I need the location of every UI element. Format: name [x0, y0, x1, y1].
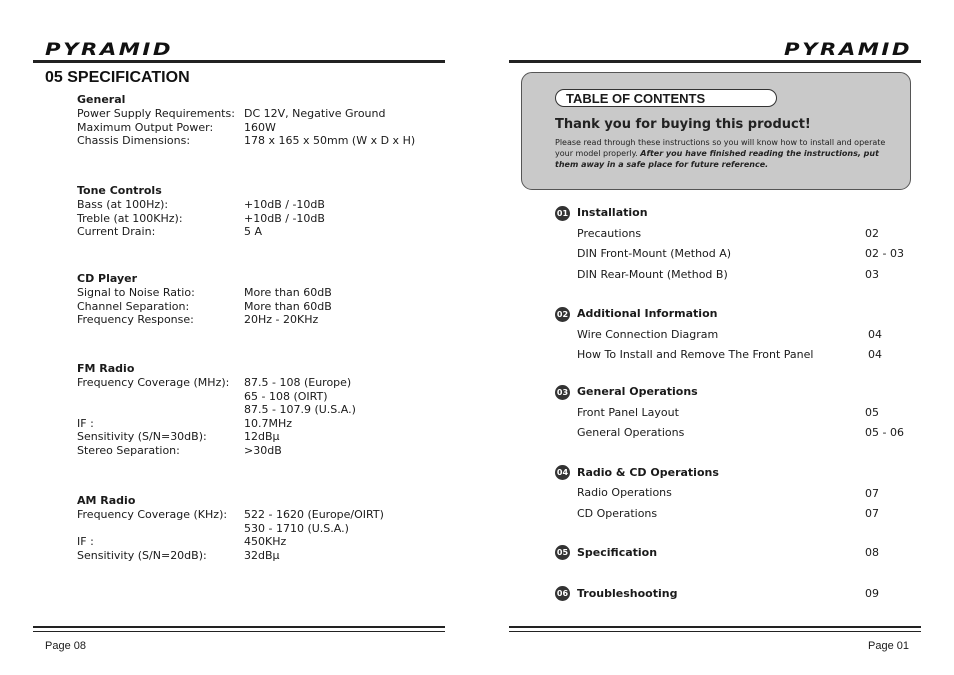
spec-group-tone-controls [77, 184, 325, 239]
toc-section-title[interactable]: Troubleshooting [577, 587, 678, 600]
spec-row [77, 107, 415, 121]
toc-section-title[interactable]: Additional Information [577, 307, 718, 320]
toc-section-title[interactable]: Specification [577, 546, 658, 559]
spec-value: 5 A [244, 225, 263, 239]
toc-entry[interactable]: Wire Connection Diagram [577, 328, 719, 341]
spec-value: 20Hz - 20KHz [244, 313, 319, 327]
thank-you-heading: Thank you for buying this product! [555, 117, 811, 132]
section-number-badge: 01 [555, 206, 570, 221]
spec-row [77, 225, 325, 239]
spec-group-cd-player [77, 272, 332, 327]
spec-group-general [77, 93, 415, 148]
toc-page-number: 07 [865, 507, 879, 520]
spec-row [77, 390, 356, 404]
spec-row [77, 444, 356, 458]
spec-label: Chassis Dimensions: [77, 134, 191, 148]
spec-label: Bass (at 100Hz): [77, 198, 169, 211]
spec-row [77, 417, 356, 431]
page-heading: 05 SPECIFICATION [45, 69, 190, 86]
spec-value: More than 60dB [244, 286, 332, 299]
section-number-badge: 06 [555, 586, 570, 601]
spec-value: 522 - 1620 (Europe/OIRT) [244, 508, 384, 521]
spec-label: Channel Separation: [77, 299, 190, 313]
header-rule-left [33, 60, 445, 63]
spec-label [77, 522, 244, 536]
spec-label: Signal to Noise Ratio: [77, 286, 195, 299]
toc-page-number: 04 [868, 328, 882, 341]
spec-label: Sensitivity (S/N=20dB): [77, 548, 207, 562]
spec-label: Treble (at 100KHz): [77, 211, 183, 225]
footer-rule-left-thin [33, 631, 445, 632]
spec-row [77, 508, 384, 522]
toc-page-number: 09 [865, 587, 879, 600]
spec-value: 87.5 - 108 (Europe) [244, 376, 352, 389]
spec-label: Current Drain: [77, 225, 156, 239]
toc-entry[interactable]: General Operations [577, 426, 685, 439]
spec-label: IF : [77, 416, 94, 430]
spec-row [77, 313, 332, 327]
spec-value: >30dB [244, 443, 282, 457]
spec-row [77, 134, 415, 148]
spec-value: 12dBμ [244, 430, 280, 444]
spec-value: 450KHz [244, 535, 287, 549]
spec-value: 160W [244, 120, 276, 134]
toc-page-number: 03 [865, 268, 879, 281]
brand-logo-right: PYRAMID [784, 40, 912, 60]
intro-text [555, 137, 900, 170]
spec-row [77, 522, 384, 536]
spec-value: 530 - 1710 (U.S.A.) [244, 521, 349, 535]
spec-group-fm-radio [77, 362, 356, 458]
toc-entry[interactable]: DIN Front-Mount (Method A) [577, 247, 732, 260]
intro-emphasis: After you have finished reading the instructions, put them away in a safe place for future reference. [555, 149, 879, 169]
spec-label: Sensitivity (S/N=30dB): [77, 430, 207, 444]
toc-page-number: 02 [865, 227, 879, 240]
spec-value: 178 x 165 x 50mm (W x D x H) [244, 134, 416, 148]
section-number-badge: 02 [555, 307, 570, 322]
intro-plain: Please read through these instructions so you will know how to install and operate your model properly. [555, 138, 886, 158]
spec-group-title: Tone Controls [77, 184, 162, 197]
spec-row [77, 121, 415, 135]
toc-entry[interactable]: CD Operations [577, 507, 658, 520]
spec-value: 87.5 - 107.9 (U.S.A.) [244, 403, 356, 417]
toc-page-number: 04 [868, 348, 882, 361]
spec-label [77, 403, 244, 417]
toc-page-number: 08 [865, 546, 879, 559]
spec-label: Frequency Coverage (MHz): [77, 376, 230, 389]
spec-group-title: AM Radio [77, 494, 136, 507]
toc-entry[interactable]: DIN Rear-Mount (Method B) [577, 268, 728, 281]
spec-value: +10dB / -10dB [244, 198, 325, 211]
section-number-badge: 04 [555, 465, 570, 480]
spec-label: Power Supply Requirements: [77, 107, 235, 120]
spec-group-title: General [77, 93, 126, 106]
toc-section-title[interactable]: Radio & CD Operations [577, 466, 719, 479]
spec-row [77, 286, 332, 300]
spec-value: More than 60dB [244, 299, 332, 313]
spec-label [77, 390, 244, 404]
spec-value: 32dBμ [244, 548, 280, 562]
page-number-right: Page 01 [868, 640, 909, 652]
toc-entry[interactable]: Radio Operations [577, 486, 672, 499]
spec-value: 10.7MHz [244, 416, 293, 430]
spec-label: IF : [77, 535, 94, 549]
toc-section-title[interactable]: General Operations [577, 385, 698, 398]
header-rule-right [509, 60, 921, 63]
footer-rule-left [33, 626, 445, 628]
toc-section-title[interactable]: Installation [577, 206, 648, 219]
footer-rule-right-thin [509, 631, 921, 632]
spec-group-title: FM Radio [77, 362, 135, 375]
spec-group-am-radio [77, 494, 384, 562]
toc-entry[interactable]: How To Install and Remove The Front Panel [577, 348, 814, 361]
spec-label: Stereo Separation: [77, 443, 180, 457]
spec-row [77, 300, 332, 314]
toc-page-number: 05 [865, 406, 879, 419]
spec-row [77, 198, 325, 212]
page-number-left: Page 08 [45, 640, 86, 652]
spec-label: Frequency Coverage (KHz): [77, 508, 228, 521]
toc-title: TABLE OF CONTENTS [555, 89, 777, 107]
spec-value: DC 12V, Negative Ground [244, 107, 386, 120]
spec-value: 65 - 108 (OIRT) [244, 389, 328, 403]
section-number-badge: 03 [555, 385, 570, 400]
brand-logo-left: PYRAMID [45, 40, 173, 60]
footer-rule-right [509, 626, 921, 628]
spec-row [77, 430, 356, 444]
spec-row [77, 549, 384, 563]
spec-group-title: CD Player [77, 272, 138, 285]
toc-page-number: 02 - 03 [865, 247, 904, 260]
toc-page-number: 07 [865, 487, 879, 500]
spec-label: Maximum Output Power: [77, 120, 214, 134]
spec-label: Frequency Response: [77, 313, 194, 327]
toc-entry[interactable]: Precautions [577, 227, 642, 240]
toc-page-number: 05 - 06 [865, 426, 904, 439]
section-number-badge: 05 [555, 545, 570, 560]
toc-entry[interactable]: Front Panel Layout [577, 406, 679, 419]
spec-row [77, 376, 356, 390]
toc-intro-panel [521, 72, 911, 190]
spec-row [77, 212, 325, 226]
spec-row [77, 403, 356, 417]
spec-row [77, 535, 384, 549]
spec-value: +10dB / -10dB [244, 211, 325, 225]
